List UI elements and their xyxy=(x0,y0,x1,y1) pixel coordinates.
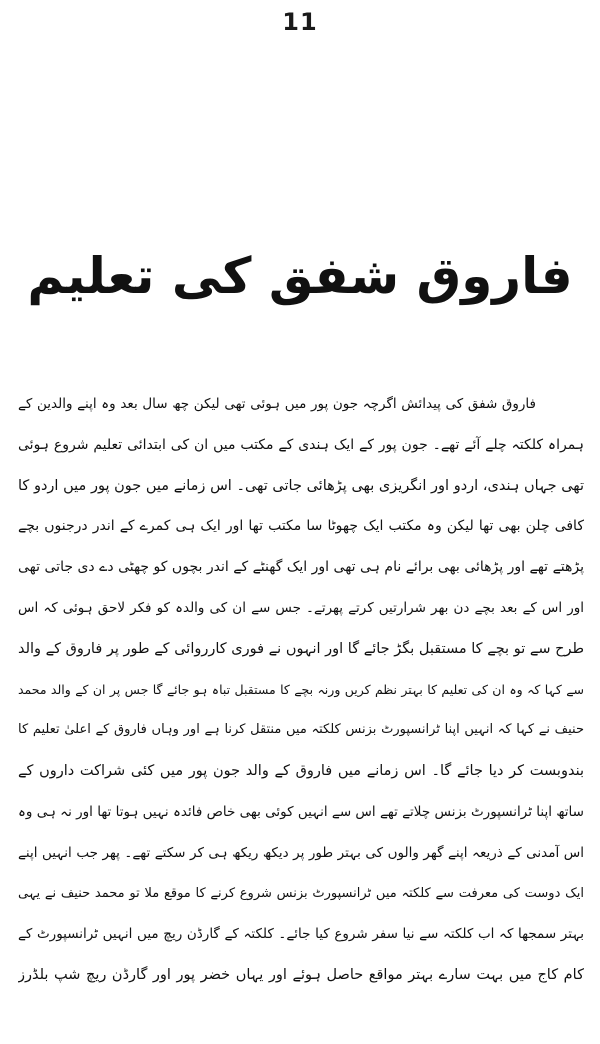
text-line: پڑھتے تھے اور پڑھائی بھی برائے نام ہی تھی اور ایک گھنٹے کے اندر بچوں کو چھٹی دے دی جاتی تھی xyxy=(18,559,584,576)
text-line: ایک دوست کی معرفت سے کلکتہ میں ٹرانسپورٹ بزنس شروع کرنے کا موقع ملا تو محمد حنیف نے یہی xyxy=(18,885,584,901)
text-line: اور اس کے بعد بچے دن بھر شرارتیں کرتے پھرتے۔ جس سے ان کی والدہ کو فکر لاحق ہوئی کہ اس xyxy=(18,599,584,616)
chapter-title: فاروق شفق کی تعلیم xyxy=(27,247,573,305)
text-line: فاروق شفق کی پیدائش اگرچہ جون پور میں ہوئی تھی لیکن چھ سال بعد وہ اپنے والدین کے xyxy=(18,396,536,412)
text-line: بندوبست کر دیا جائے گا۔ اس زمانے میں فاروق کے والد جون پور میں کئی شراکت داروں کے xyxy=(18,763,584,780)
page-number: 11 xyxy=(282,8,318,36)
text-line: ہمراہ کلکتہ چلے آئے تھے۔ جون پور کے ایک ہندی کے مکتب میں ان کی ابتدائی تعلیم شروع ہوئی xyxy=(18,436,584,453)
text-line: اس آمدنی کے ذریعہ اپنے گھر والوں کی بہتر طور پر دیکھ ریکھ ہی کر سکتے تھے۔ پھر جب انہیں اپنے xyxy=(18,844,584,861)
text-line: کام کاج میں بہت سارے بہتر مواقع حاصل ہوئے اور یہاں خضر پور اور گارڈن ریچ شپ بلڈرز xyxy=(18,967,584,984)
text-line: طرح سے تو بچے کا مستقبل بگڑ جائے گا اور انہوں نے فوری کارروائی کے طور پر فاروق کے والد xyxy=(18,640,584,657)
text-line: تھی جہاں ہندی، اردو اور انگریزی بھی پڑھائی جاتی تھی۔ اس زمانے میں جون پور میں اردو کا xyxy=(18,477,584,494)
text-line: بہتر سمجھا کہ اب کلکتہ سے نیا سفر شروع کیا جائے۔ کلکتہ کے گارڈن ریچ میں انہیں ٹرانسپورٹ کے xyxy=(18,926,584,943)
text-line: ساتھ اپنا ٹرانسپورٹ بزنس چلاتے تھے اس سے انہیں کوئی بھی خاص فائدہ نہیں ہوتا تھا اور نہ ہی وہ xyxy=(18,803,584,820)
text-line: سے کہا کہ وہ ان کی تعلیم کا بہتر نظم کریں ورنہ بچے کا مستقبل تباہ ہو جائے گا جس پر ان کے والد محمد xyxy=(18,681,584,697)
text-line: کافی چلن بھی تھا لیکن وہ مکتب ایک چھوٹا سا مکتب تھا اور ایک ہی کمرے کے اندر درجنوں بچے xyxy=(18,518,584,535)
body-text xyxy=(18,384,584,996)
text-line: حنیف نے کہا کہ انہیں اپنا ٹرانسپورٹ بزنس کلکتہ میں منتقل کرنا ہے اور وہاں فاروق کے اعلیٰ تعلیم کا xyxy=(18,722,584,738)
